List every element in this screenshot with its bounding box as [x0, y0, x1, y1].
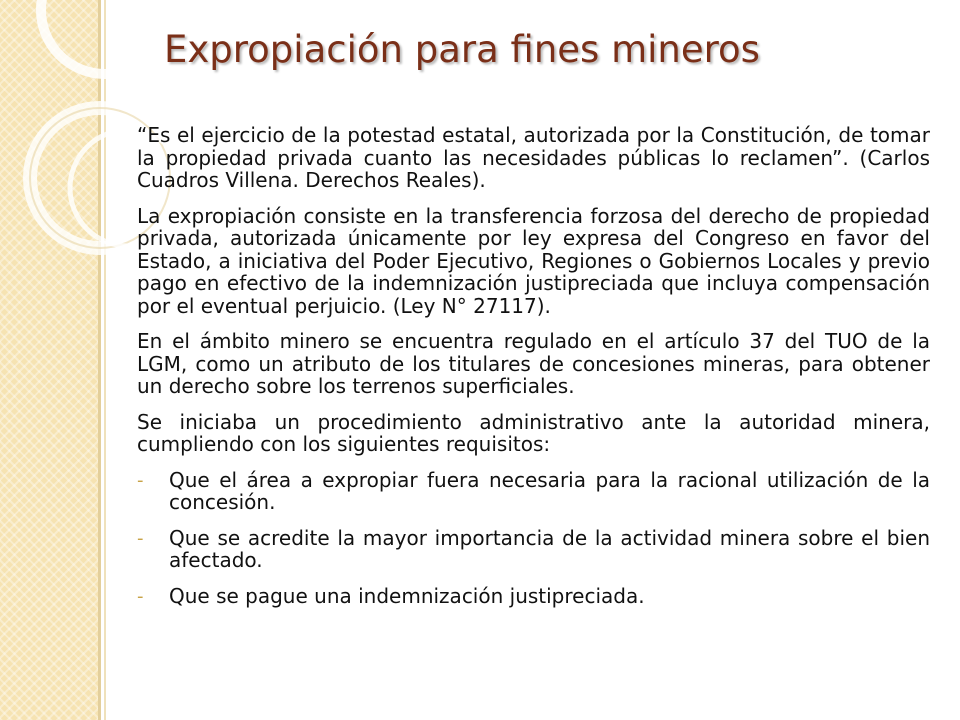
procedure-paragraph: Se iniciaba un procedimiento administrativo ante la autoridad minera, cumpliendo con los siguientes requisitos: [137, 409, 930, 456]
requirement-list-item [137, 585, 930, 608]
quote-paragraph: “Es el ejercicio de la potestad estatal, autorizada por la Constitución, de tomar la propiedad privada cuanto las necesidades públicas lo reclamen”. (Carlos Cuadros Villena. Derechos Reales). [137, 123, 930, 192]
mining-scope-paragraph: En el ámbito minero se encuentra regulado en el artículo 37 del TUO de la LGM, como un atributo de los titulares de concesiones mineras, para obtener un derecho sobre los terrenos superficiales. [137, 329, 930, 398]
requirement-list-item [137, 469, 930, 514]
definition-paragraph: La expropiación consiste en la transferencia forzosa del derecho de propiedad privada, autorizada únicamente por ley expresa del Congreso en favor del Estado, a iniciativa del Poder Ejecutivo, Regiones o Gobiernos Locales y previo pago en efectivo de la indemnización justipreciada que incluya compensación por el eventual perjuicio. (Ley N° 27117). [137, 203, 930, 318]
requirement-text: Que se acredite la mayor importancia de la actividad minera sobre el bien afectado. [169, 525, 930, 572]
bullet-dash-icon: - [137, 469, 144, 491]
requirement-list-item [137, 527, 930, 572]
bullet-dash-icon: - [137, 527, 144, 549]
requirement-text: Que el área a expropiar fuera necesaria para la racional utilización de la concesión. [169, 467, 930, 514]
slide-title: Expropiación para fines mineros [164, 28, 760, 71]
bullet-dash-icon: - [137, 585, 144, 607]
slide-body [137, 124, 930, 620]
requirement-text: Que se pague una indemnización justipreciada. [169, 583, 645, 608]
